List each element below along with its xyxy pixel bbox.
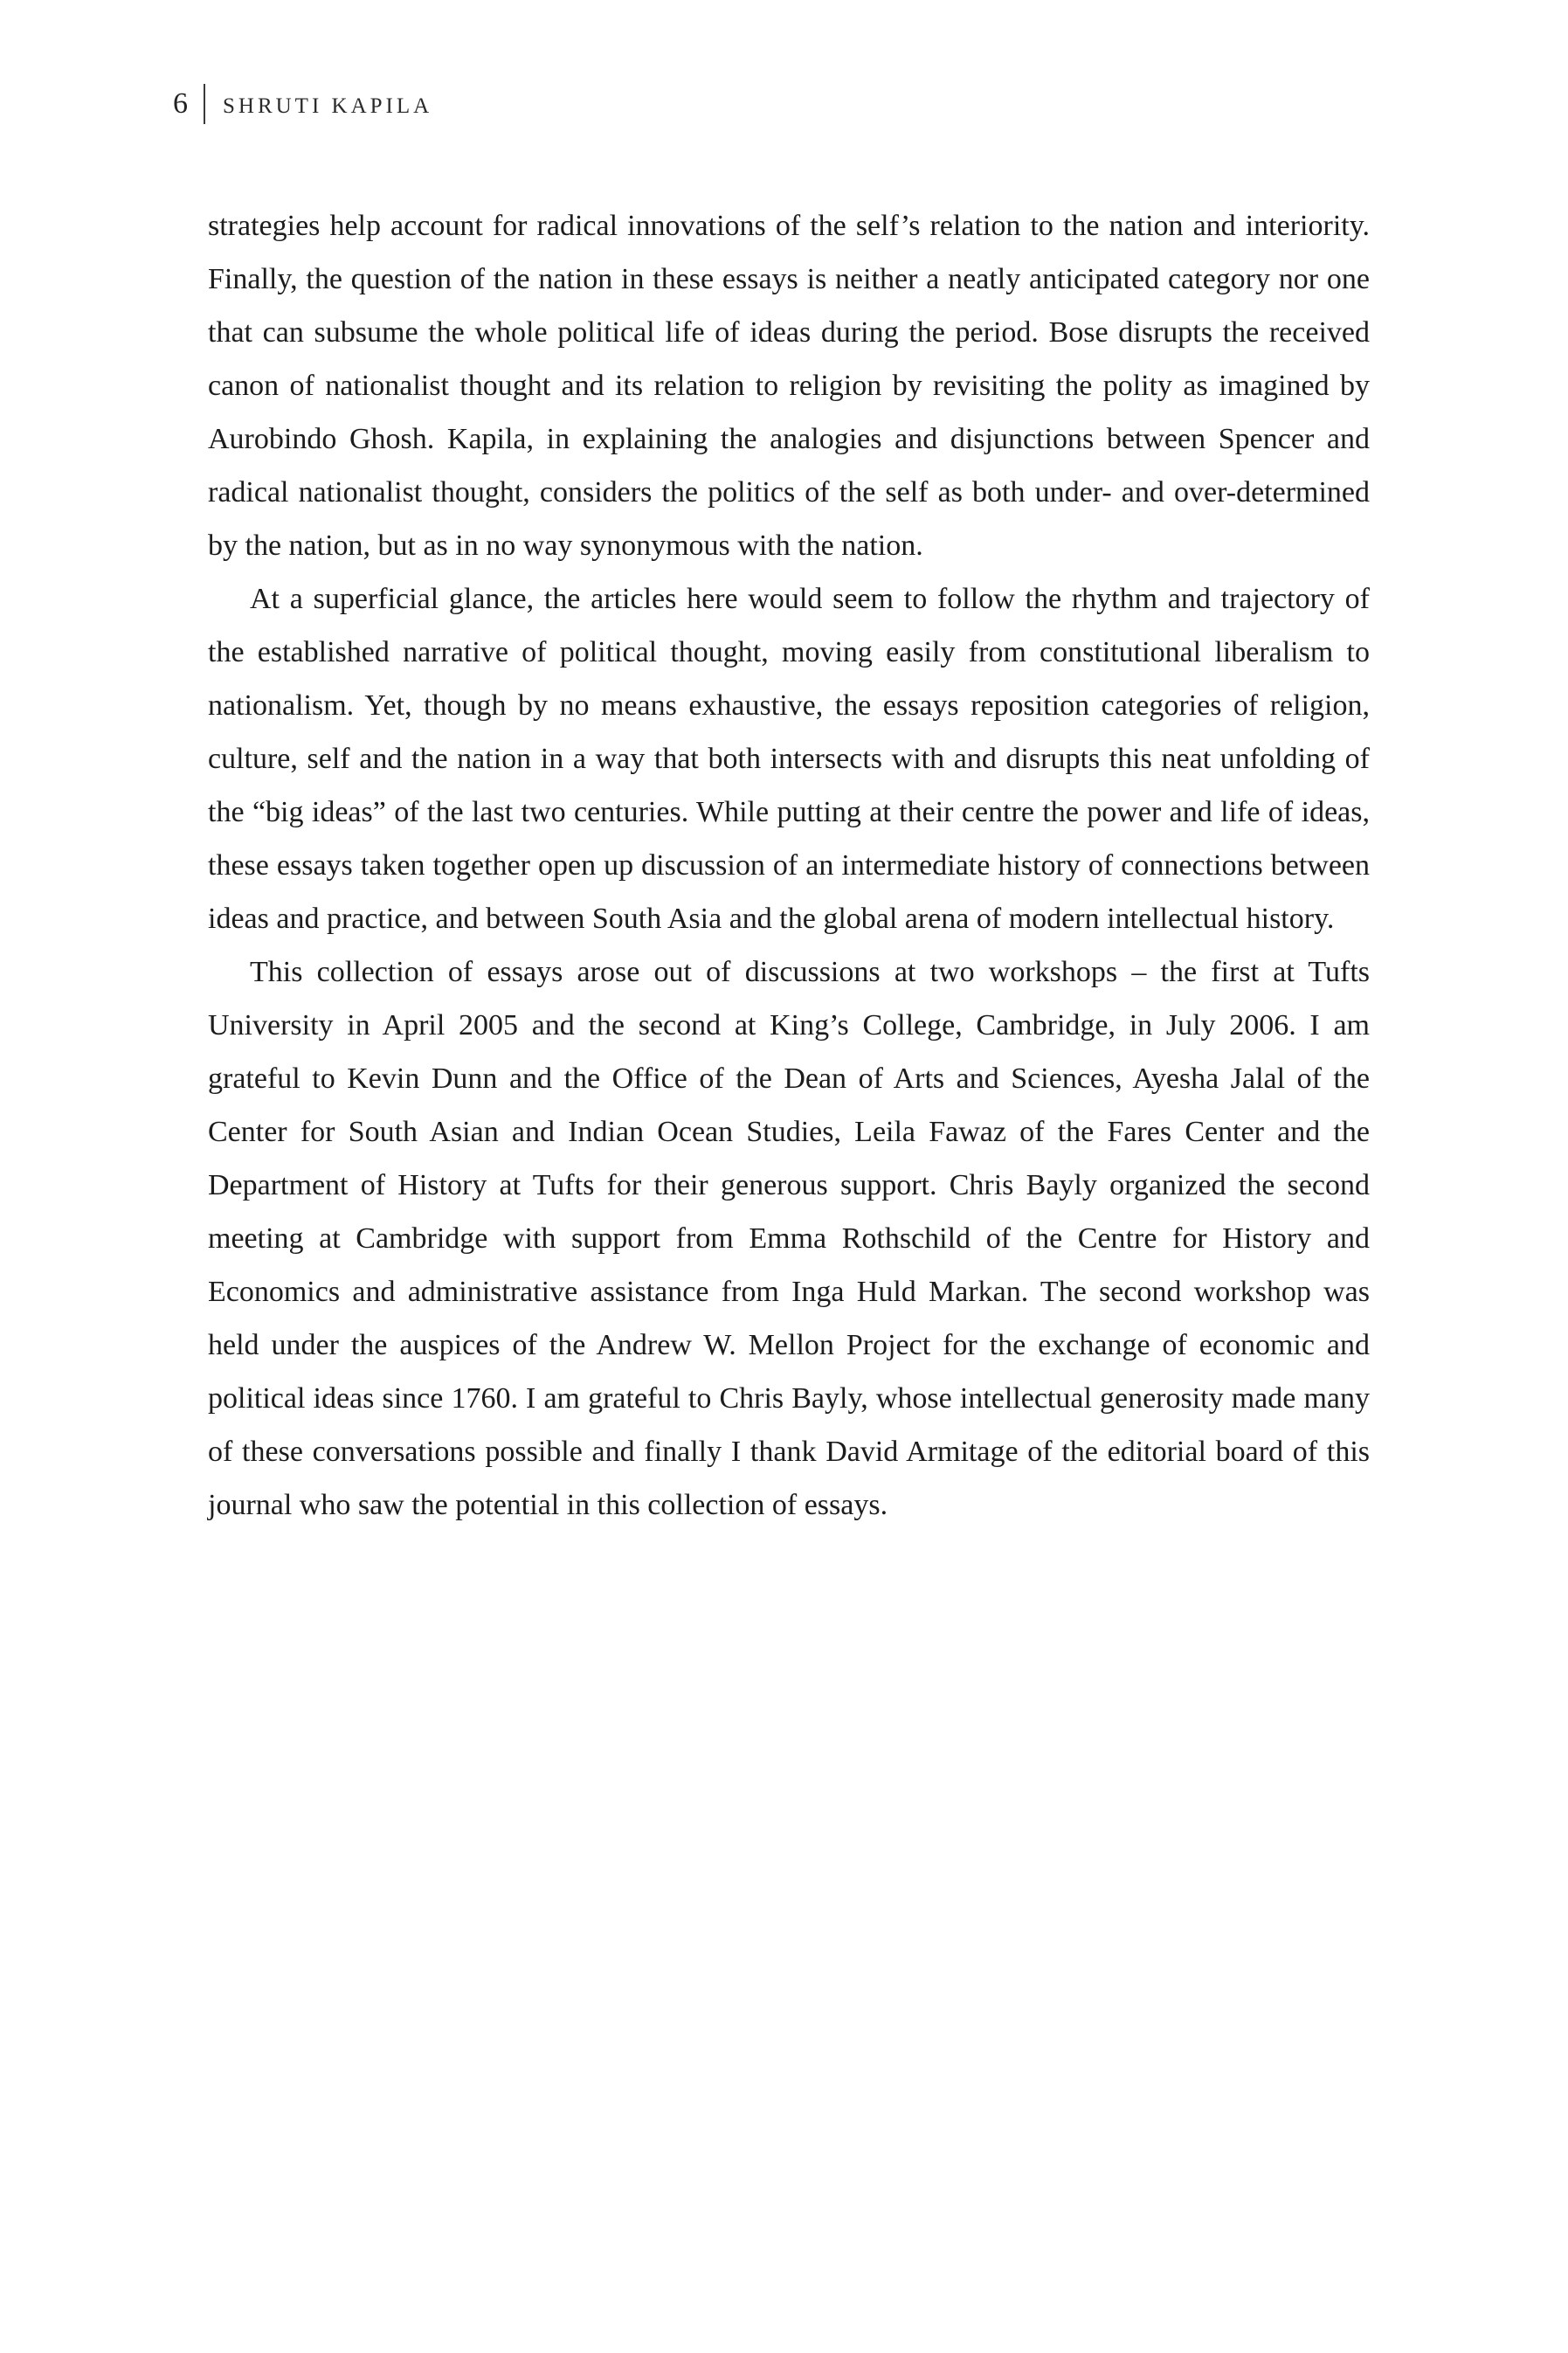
page-number: 6 bbox=[173, 87, 188, 120]
paragraph: strategies help account for radical innovations of the self’s relation to the nation and interiority. Finally, the question of the nation in these essays is neither a neatly anticipated category nor one that can subsume the whole political life of ideas during the period. Bose disrupts the received canon of nationalist thought and its relation to religion by revisiting the polity as imagined by Aurobindo Ghosh. Kapila, in explaining the analogies and disjunctions between Spencer and radical nationalist thought, considers the politics of the self as both under- and over-determined by the nation, but as in no way synonymous with the nation. bbox=[208, 210, 1370, 562]
paragraph: This collection of essays arose out of discussions at two workshops – the first at Tufts University in April 2005 and the second at King’s College, Cambridge, in July 2006. I am grateful to Kevin Dunn and the Office of the Dean of Arts and Sciences, Ayesha Jalal of the Center for South Asian and Indian Ocean Studies, Leila Fawaz of the Fares Center and the Department of History at Tufts for their generous support. Chris Bayly organized the second meeting at Cambridge with support from Emma Rothschild of the Centre for History and Economics and administrative assistance from Inga Huld Markan. The second workshop was held under the auspices of the Andrew W. Mellon Project for the exchange of economic and political ideas since 1760. I am grateful to Chris Bayly, whose intellectual generosity made many of these conversations possible and finally I thank David Armitage of the editorial board of this journal who saw the potential in this collection of essays. bbox=[208, 956, 1370, 1521]
paragraph: At a superficial glance, the articles here would seem to follow the rhythm and trajectory of the established narrative of political thought, moving easily from constitutional liberalism to nationalism. Yet, though by no means exhaustive, the essays reposition categories of religion, culture, self and the nation in a way that both intersects with and disrupts this neat unfolding of the “big ideas” of the last two centuries. While putting at their centre the power and life of ideas, these essays taken together open up discussion of an intermediate history of connections between ideas and practice, and between South Asia and the global arena of modern intellectual history. bbox=[208, 583, 1370, 935]
header-divider bbox=[204, 84, 205, 124]
page-header bbox=[173, 84, 432, 124]
running-head: SHRUTI KAPILA bbox=[223, 93, 433, 118]
body-text bbox=[208, 199, 1370, 1532]
